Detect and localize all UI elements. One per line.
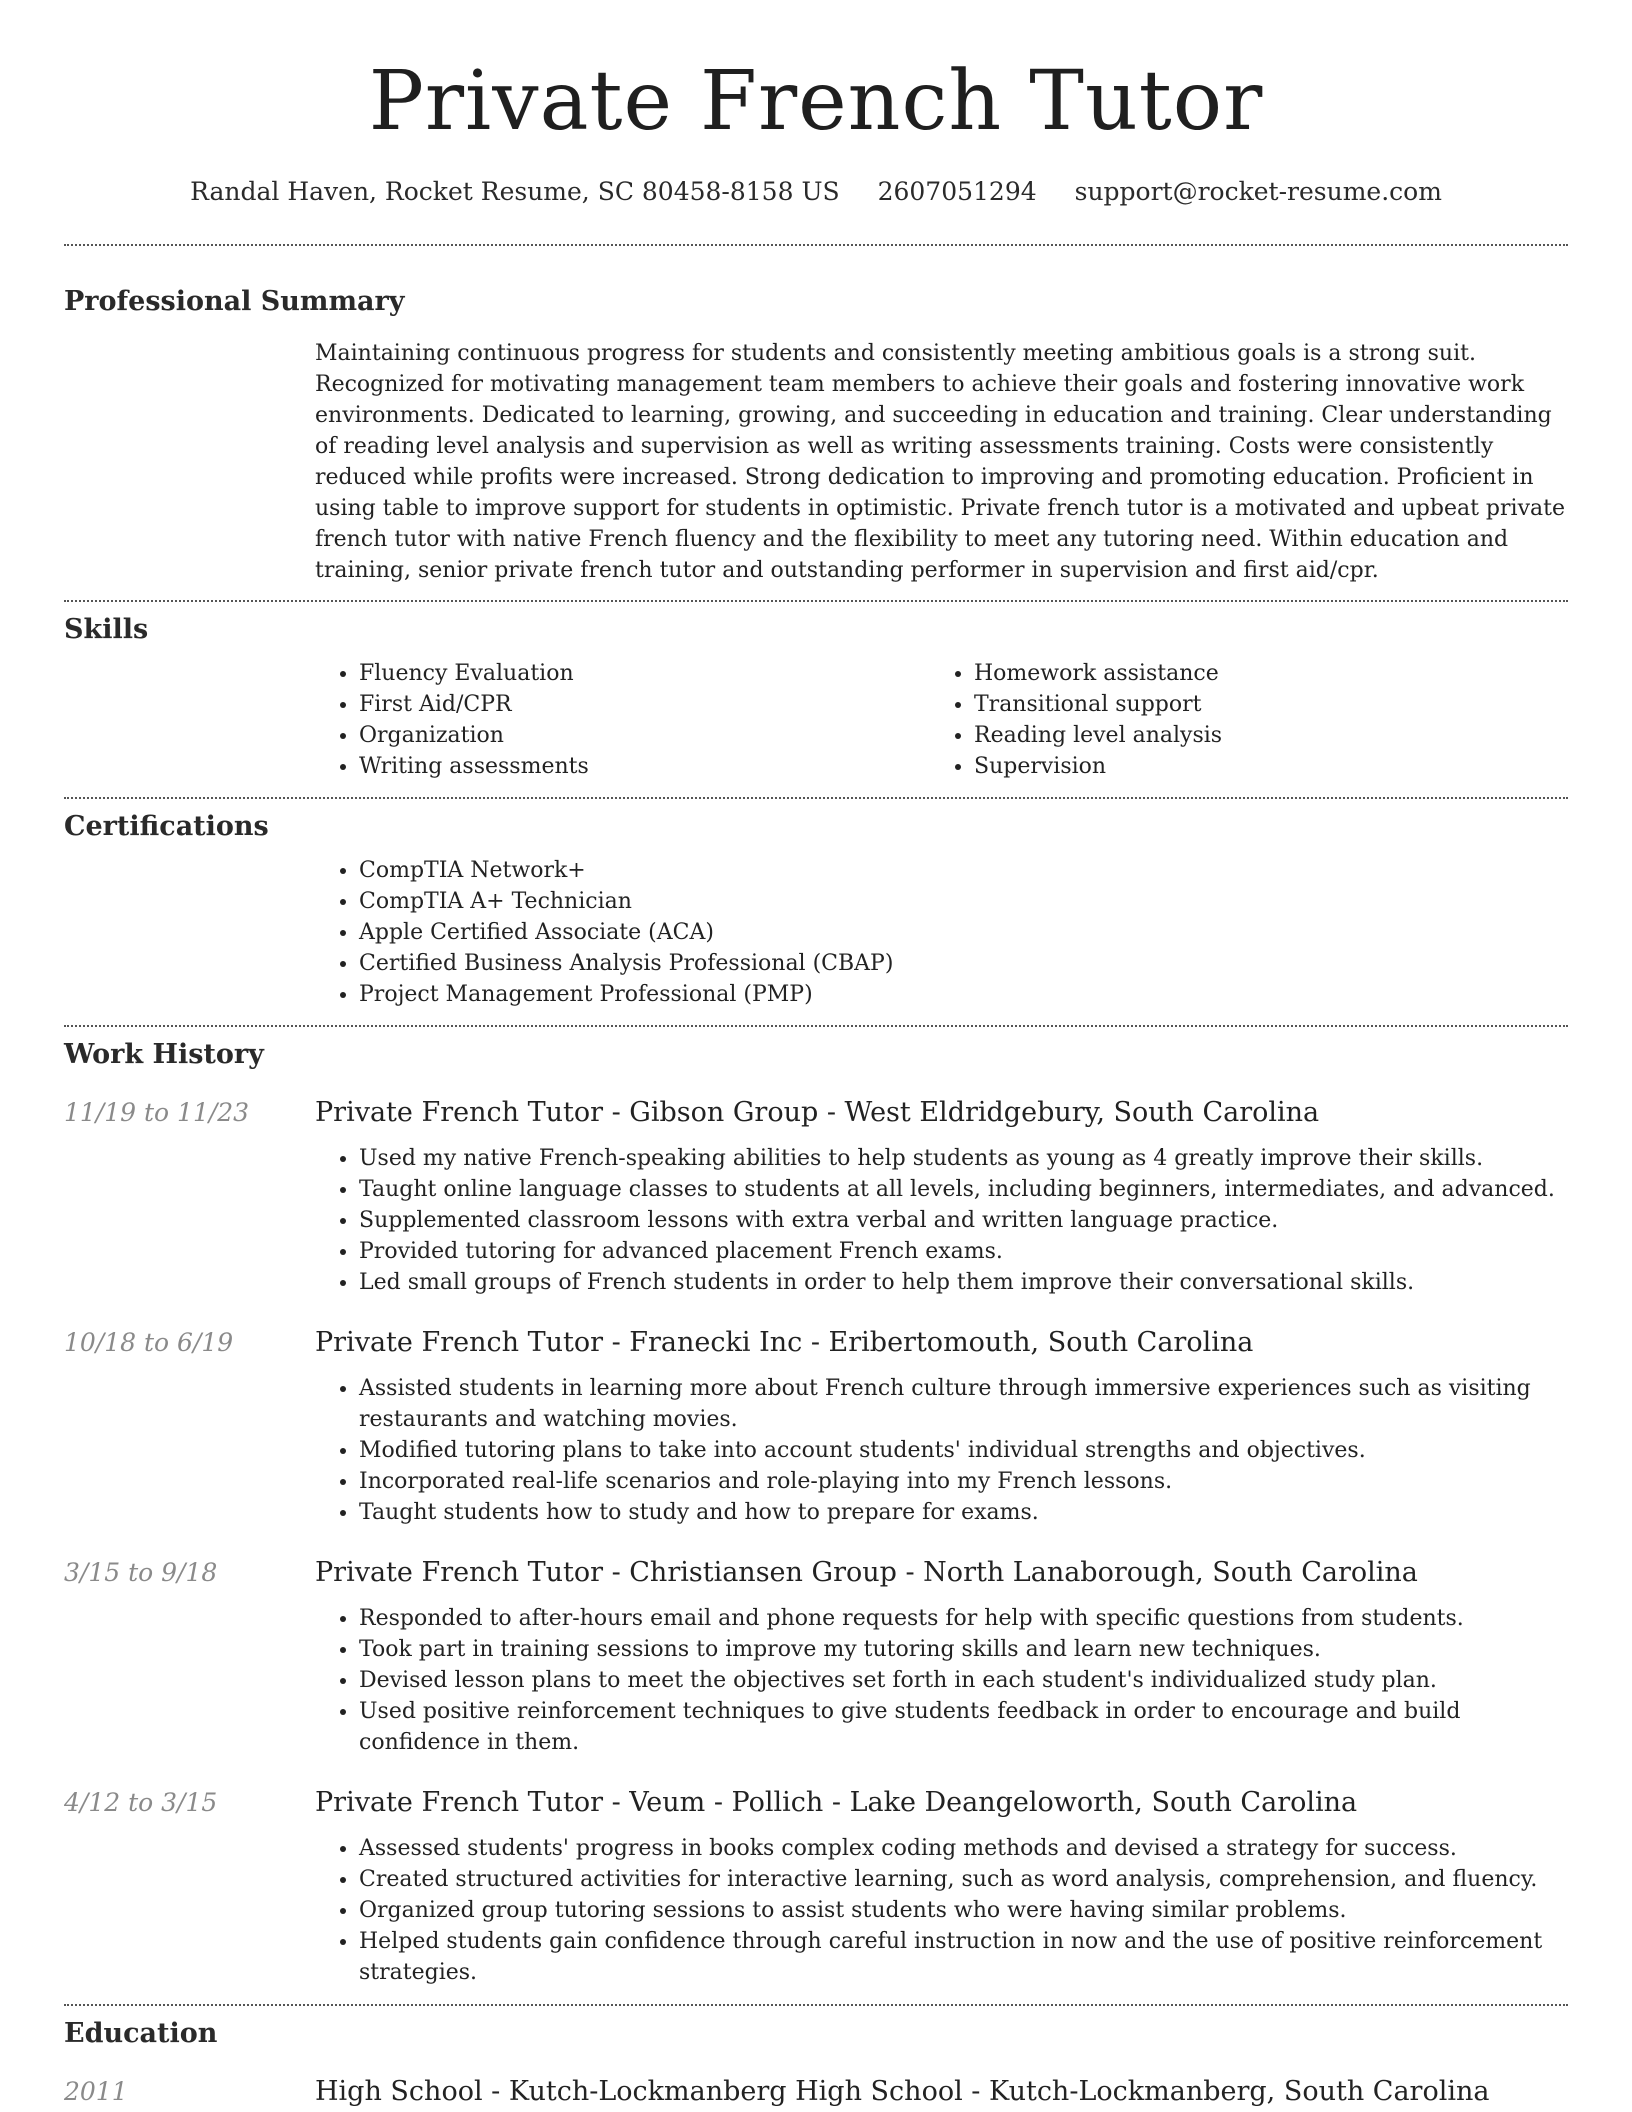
divider (64, 2004, 1568, 2006)
divider (64, 244, 1568, 246)
job-entry (64, 1555, 1568, 1758)
contact-email: support@rocket-resume.com (1074, 177, 1442, 206)
job-date: 11/19 to 11/23 (64, 1098, 250, 1127)
job-details (315, 1325, 1568, 1528)
skill-item: • First Aid/CPR (359, 689, 930, 720)
certifications-heading: Certifications (64, 811, 269, 842)
job-bullets (315, 1143, 1568, 1298)
job-bullets (315, 1373, 1568, 1528)
education-heading: Education (64, 2018, 218, 2049)
job-bullet: • Taught students how to study and how to prepare for exams. (359, 1497, 1568, 1528)
job-date: 3/15 to 9/18 (64, 1558, 218, 1587)
work-section (64, 1037, 1568, 1988)
job-bullet: • Took part in training sessions to improve my tutoring skills and learn new techniques. (359, 1634, 1568, 1665)
summary-section (64, 284, 1568, 586)
education-details (315, 2074, 1568, 2110)
job-bullet: • Created structured activities for interactive learning, such as word analysis, comprehension, and fluency. (359, 1864, 1568, 1895)
divider (64, 1025, 1568, 1027)
job-bullet: • Incorporated real-life scenarios and role-playing into my French lessons. (359, 1466, 1568, 1497)
job-bullet: • Provided tutoring for advanced placement French exams. (359, 1236, 1568, 1267)
divider (64, 797, 1568, 799)
skill-item: • Reading level analysis (974, 720, 1545, 751)
job-entry (64, 1325, 1568, 1528)
certification-item: • CompTIA Network+ (359, 855, 1568, 886)
contact-line (64, 174, 1568, 210)
education-entry (64, 2074, 1568, 2110)
job-details (315, 1095, 1568, 1298)
certification-item: • CompTIA A+ Technician (359, 886, 1568, 917)
job-date: 4/12 to 3/15 (64, 1788, 218, 1817)
job-entry (64, 1785, 1568, 1988)
education-section (64, 2016, 1568, 2110)
skills-section (64, 612, 1568, 782)
job-title: Private French Tutor - Franecki Inc - Eribertomouth, South Carolina (315, 1327, 1254, 1358)
skills-grid (315, 658, 1568, 782)
job-title: Private French Tutor - Christiansen Group - North Lanaborough, South Carolina (315, 1557, 1418, 1588)
job-bullet: • Used my native French-speaking abilities to help students as young as 4 greatly improve their skills. (359, 1143, 1568, 1174)
certification-item: • Certified Business Analysis Professional (CBAP) (359, 948, 1568, 979)
job-bullets (315, 1603, 1568, 1758)
education-date: 2011 (64, 2077, 128, 2106)
job-bullet: • Supplemented classroom lessons with extra verbal and written language practice. (359, 1205, 1568, 1236)
job-bullet: • Used positive reinforcement techniques to give students feedback in order to encourage and build confidence in them. (359, 1696, 1568, 1758)
summary-text: Maintaining continuous progress for students and consistently meeting ambitious goals is a strong suit. Recognized for motivating management team members to achieve their goals and fostering innovative work environments. Dedicated to learning, growing, and succeeding in education and training. Clear understanding of reading level analysis and supervision as well as writing assessments training. Costs were consistently reduced while profits were increased. Strong dedication to improving and promoting education. Proficient in using table to improve support for students in optimistic. Private french tutor is a motivated and upbeat private french tutor with native French fluency and the flexibility to meet any tutoring need. Within education and training, senior private french tutor and outstanding performer in supervision and first aid/cpr. (315, 341, 1565, 583)
job-bullet: • Responded to after-hours email and phone requests for help with specific questions from students. (359, 1603, 1568, 1634)
contact-address: Randal Haven, Rocket Resume, SC 80458-8158 US (190, 177, 840, 206)
divider (64, 600, 1568, 602)
job-date: 10/18 to 6/19 (64, 1328, 234, 1357)
resume-name: Private French Tutor (368, 54, 1264, 149)
contact-phone: 2607051294 (877, 177, 1037, 206)
job-title: Private French Tutor - Veum - Pollich - Lake Deangeloworth, South Carolina (315, 1787, 1358, 1818)
skill-item: • Homework assistance (974, 658, 1545, 689)
job-details (315, 1555, 1568, 1758)
skill-item: • Supervision (974, 751, 1545, 782)
skills-heading: Skills (64, 614, 149, 645)
skill-item: • Fluency Evaluation (359, 658, 930, 689)
certification-item: • Project Management Professional (PMP) (359, 979, 1568, 1010)
certifications-section (64, 809, 1568, 1010)
job-bullet: • Modified tutoring plans to take into account students' individual strengths and objectives. (359, 1435, 1568, 1466)
job-details (315, 1785, 1568, 1988)
job-bullet: • Organized group tutoring sessions to assist students who were having similar problems. (359, 1895, 1568, 1926)
skills-list-right (930, 658, 1545, 782)
job-bullet: • Assessed students' progress in books complex coding methods and devised a strategy for success. (359, 1833, 1568, 1864)
job-bullet: • Devised lesson plans to meet the objectives set forth in each student's individualized study plan. (359, 1665, 1568, 1696)
job-entry (64, 1095, 1568, 1298)
certification-item: • Apple Certified Associate (ACA) (359, 917, 1568, 948)
work-heading: Work History (64, 1039, 264, 1070)
skill-item: • Writing assessments (359, 751, 930, 782)
skill-item: • Transitional support (974, 689, 1545, 720)
job-bullet: • Helped students gain confidence through careful instruction in now and the use of positive reinforcement strategies. (359, 1926, 1568, 1988)
job-bullet: • Assisted students in learning more about French culture through immersive experiences such as visiting restaurants and watching movies. (359, 1373, 1568, 1435)
job-bullets (315, 1833, 1568, 1988)
certifications-list (315, 855, 1568, 1010)
job-bullet: • Led small groups of French students in order to help them improve their conversational skills. (359, 1267, 1568, 1298)
summary-heading: Professional Summary (64, 286, 405, 317)
job-title: Private French Tutor - Gibson Group - West Eldridgebury, South Carolina (315, 1097, 1320, 1128)
skill-item: • Organization (359, 720, 930, 751)
education-title: High School - Kutch-Lockmanberg High School - Kutch-Lockmanberg, South Carolina (315, 2076, 1490, 2107)
job-bullet: • Taught online language classes to students at all levels, including beginners, intermediates, and advanced. (359, 1174, 1568, 1205)
skills-list-left (315, 658, 930, 782)
